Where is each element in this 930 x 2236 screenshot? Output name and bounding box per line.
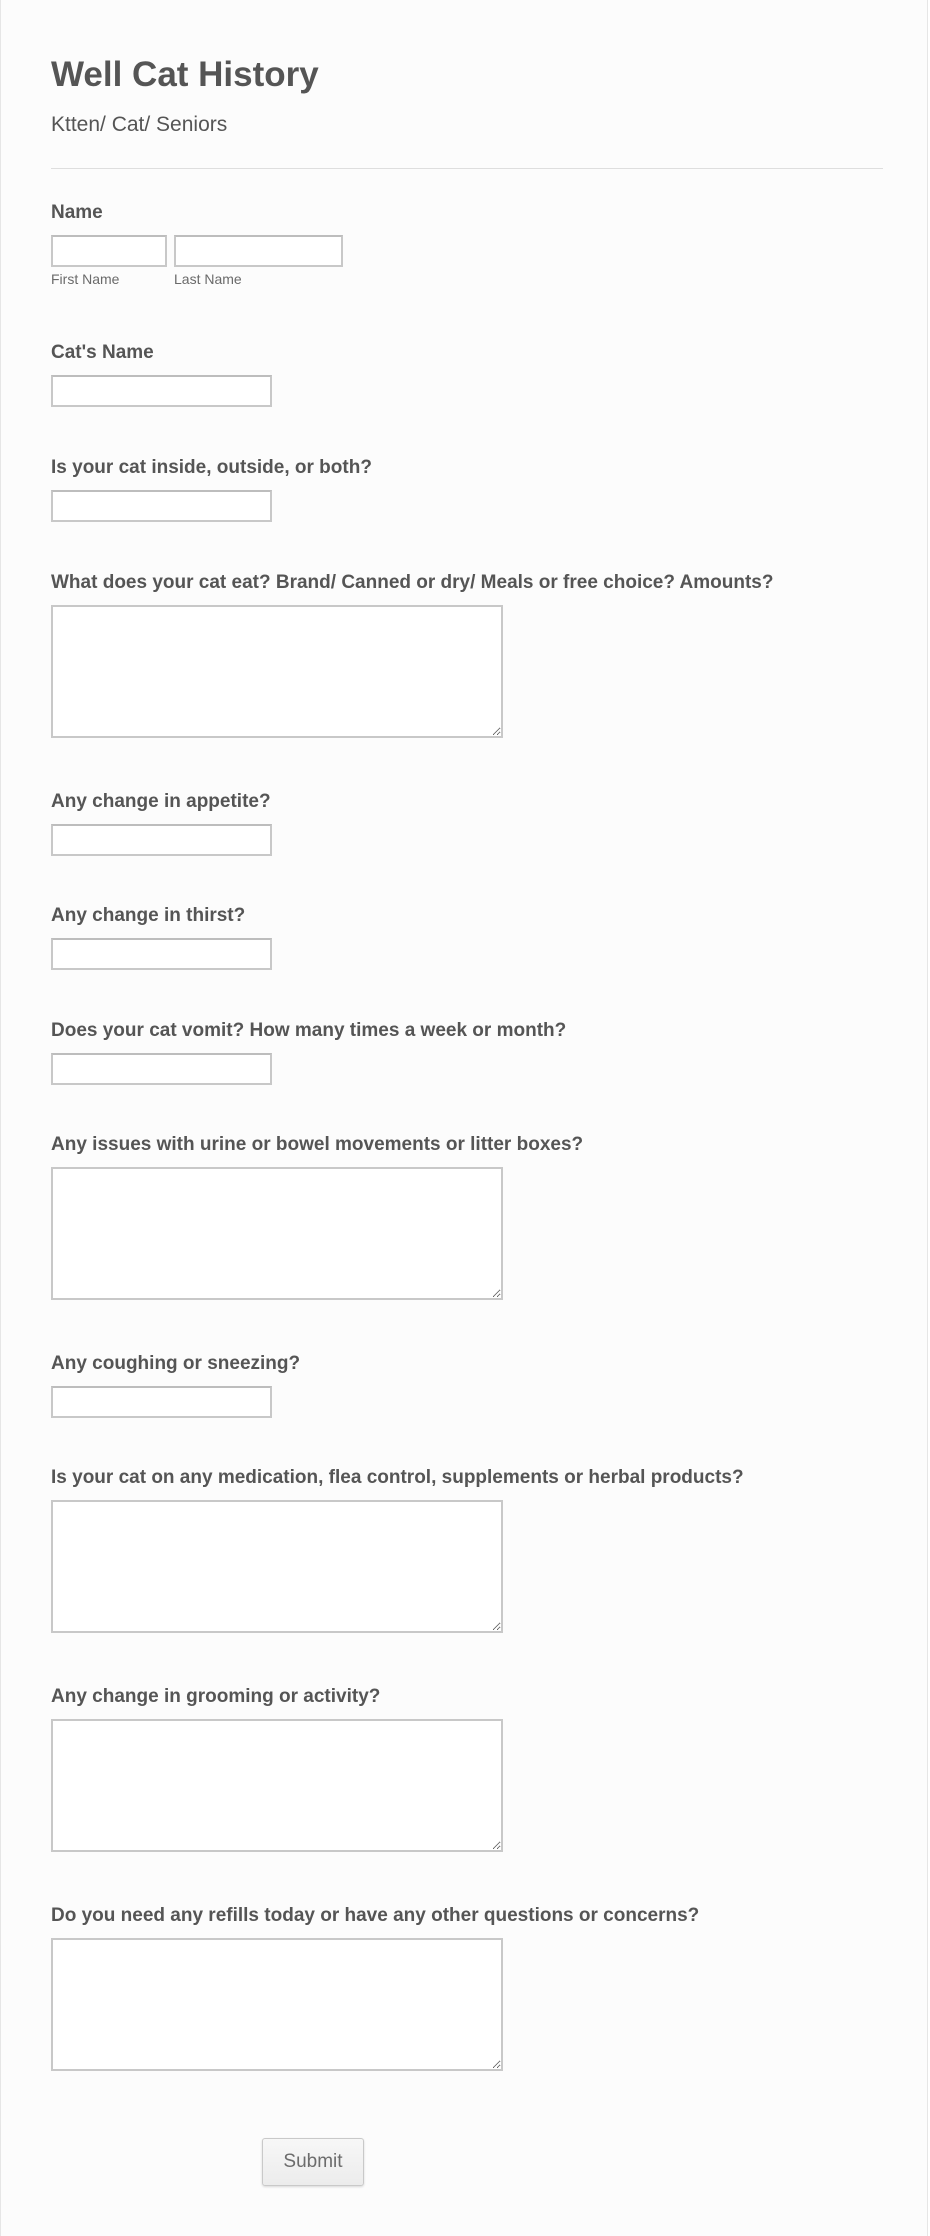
last-name-group — [174, 235, 343, 288]
thirst-field — [51, 904, 272, 970]
refills-field — [51, 1904, 699, 2071]
coughing-label: Any coughing or sneezing? — [51, 1353, 301, 1374]
cats-name-label: Cat's Name — [51, 342, 154, 363]
cats-name-input[interactable] — [51, 375, 272, 407]
vomit-field — [51, 1019, 566, 1085]
header-divider — [51, 168, 883, 169]
diet-textarea[interactable] — [51, 605, 503, 738]
urine-bowel-field — [51, 1133, 583, 1300]
thirst-input[interactable] — [51, 938, 272, 970]
medication-field — [51, 1466, 744, 1633]
diet-field — [51, 571, 773, 738]
inside-outside-label: Is your cat inside, outside, or both? — [51, 457, 372, 478]
name-field — [51, 201, 343, 288]
diet-label: What does your cat eat? Brand/ Canned or dry/ Meals or free choice? Amounts? — [51, 572, 774, 593]
form-header — [51, 54, 883, 138]
medication-label: Is your cat on any medication, flea control, supplements or herbal products? — [51, 1467, 744, 1488]
vomit-input[interactable] — [51, 1053, 272, 1085]
coughing-field — [51, 1352, 300, 1418]
medication-textarea[interactable] — [51, 1500, 503, 1633]
inside-outside-field — [51, 456, 372, 522]
last-name-sublabel: Last Name — [174, 271, 242, 287]
grooming-textarea[interactable] — [51, 1719, 503, 1852]
appetite-input[interactable] — [51, 824, 272, 856]
inside-outside-input[interactable] — [51, 490, 272, 522]
last-name-input[interactable] — [174, 235, 343, 267]
refills-textarea[interactable] — [51, 1938, 503, 2071]
coughing-input[interactable] — [51, 1386, 272, 1418]
appetite-label: Any change in appetite? — [51, 791, 271, 812]
appetite-field — [51, 790, 272, 856]
cats-name-field — [51, 341, 272, 407]
name-label: Name — [51, 202, 103, 223]
thirst-label: Any change in thirst? — [51, 905, 246, 926]
first-name-sublabel: First Name — [51, 271, 120, 287]
form-subtitle: Ktten/ Cat/ Seniors — [51, 113, 228, 136]
submit-button[interactable]: Submit — [262, 2138, 364, 2186]
urine-bowel-label: Any issues with urine or bowel movements or litter boxes? — [51, 1134, 584, 1155]
grooming-label: Any change in grooming or activity? — [51, 1686, 381, 1707]
grooming-field — [51, 1685, 503, 1852]
refills-label: Do you need any refills today or have any other questions or concerns? — [51, 1905, 700, 1926]
vomit-label: Does your cat vomit? How many times a week or month? — [51, 1020, 567, 1041]
first-name-input[interactable] — [51, 235, 167, 267]
name-inputs — [51, 235, 343, 288]
first-name-group — [51, 235, 167, 288]
form-title: Well Cat History — [51, 55, 319, 94]
urine-bowel-textarea[interactable] — [51, 1167, 503, 1300]
